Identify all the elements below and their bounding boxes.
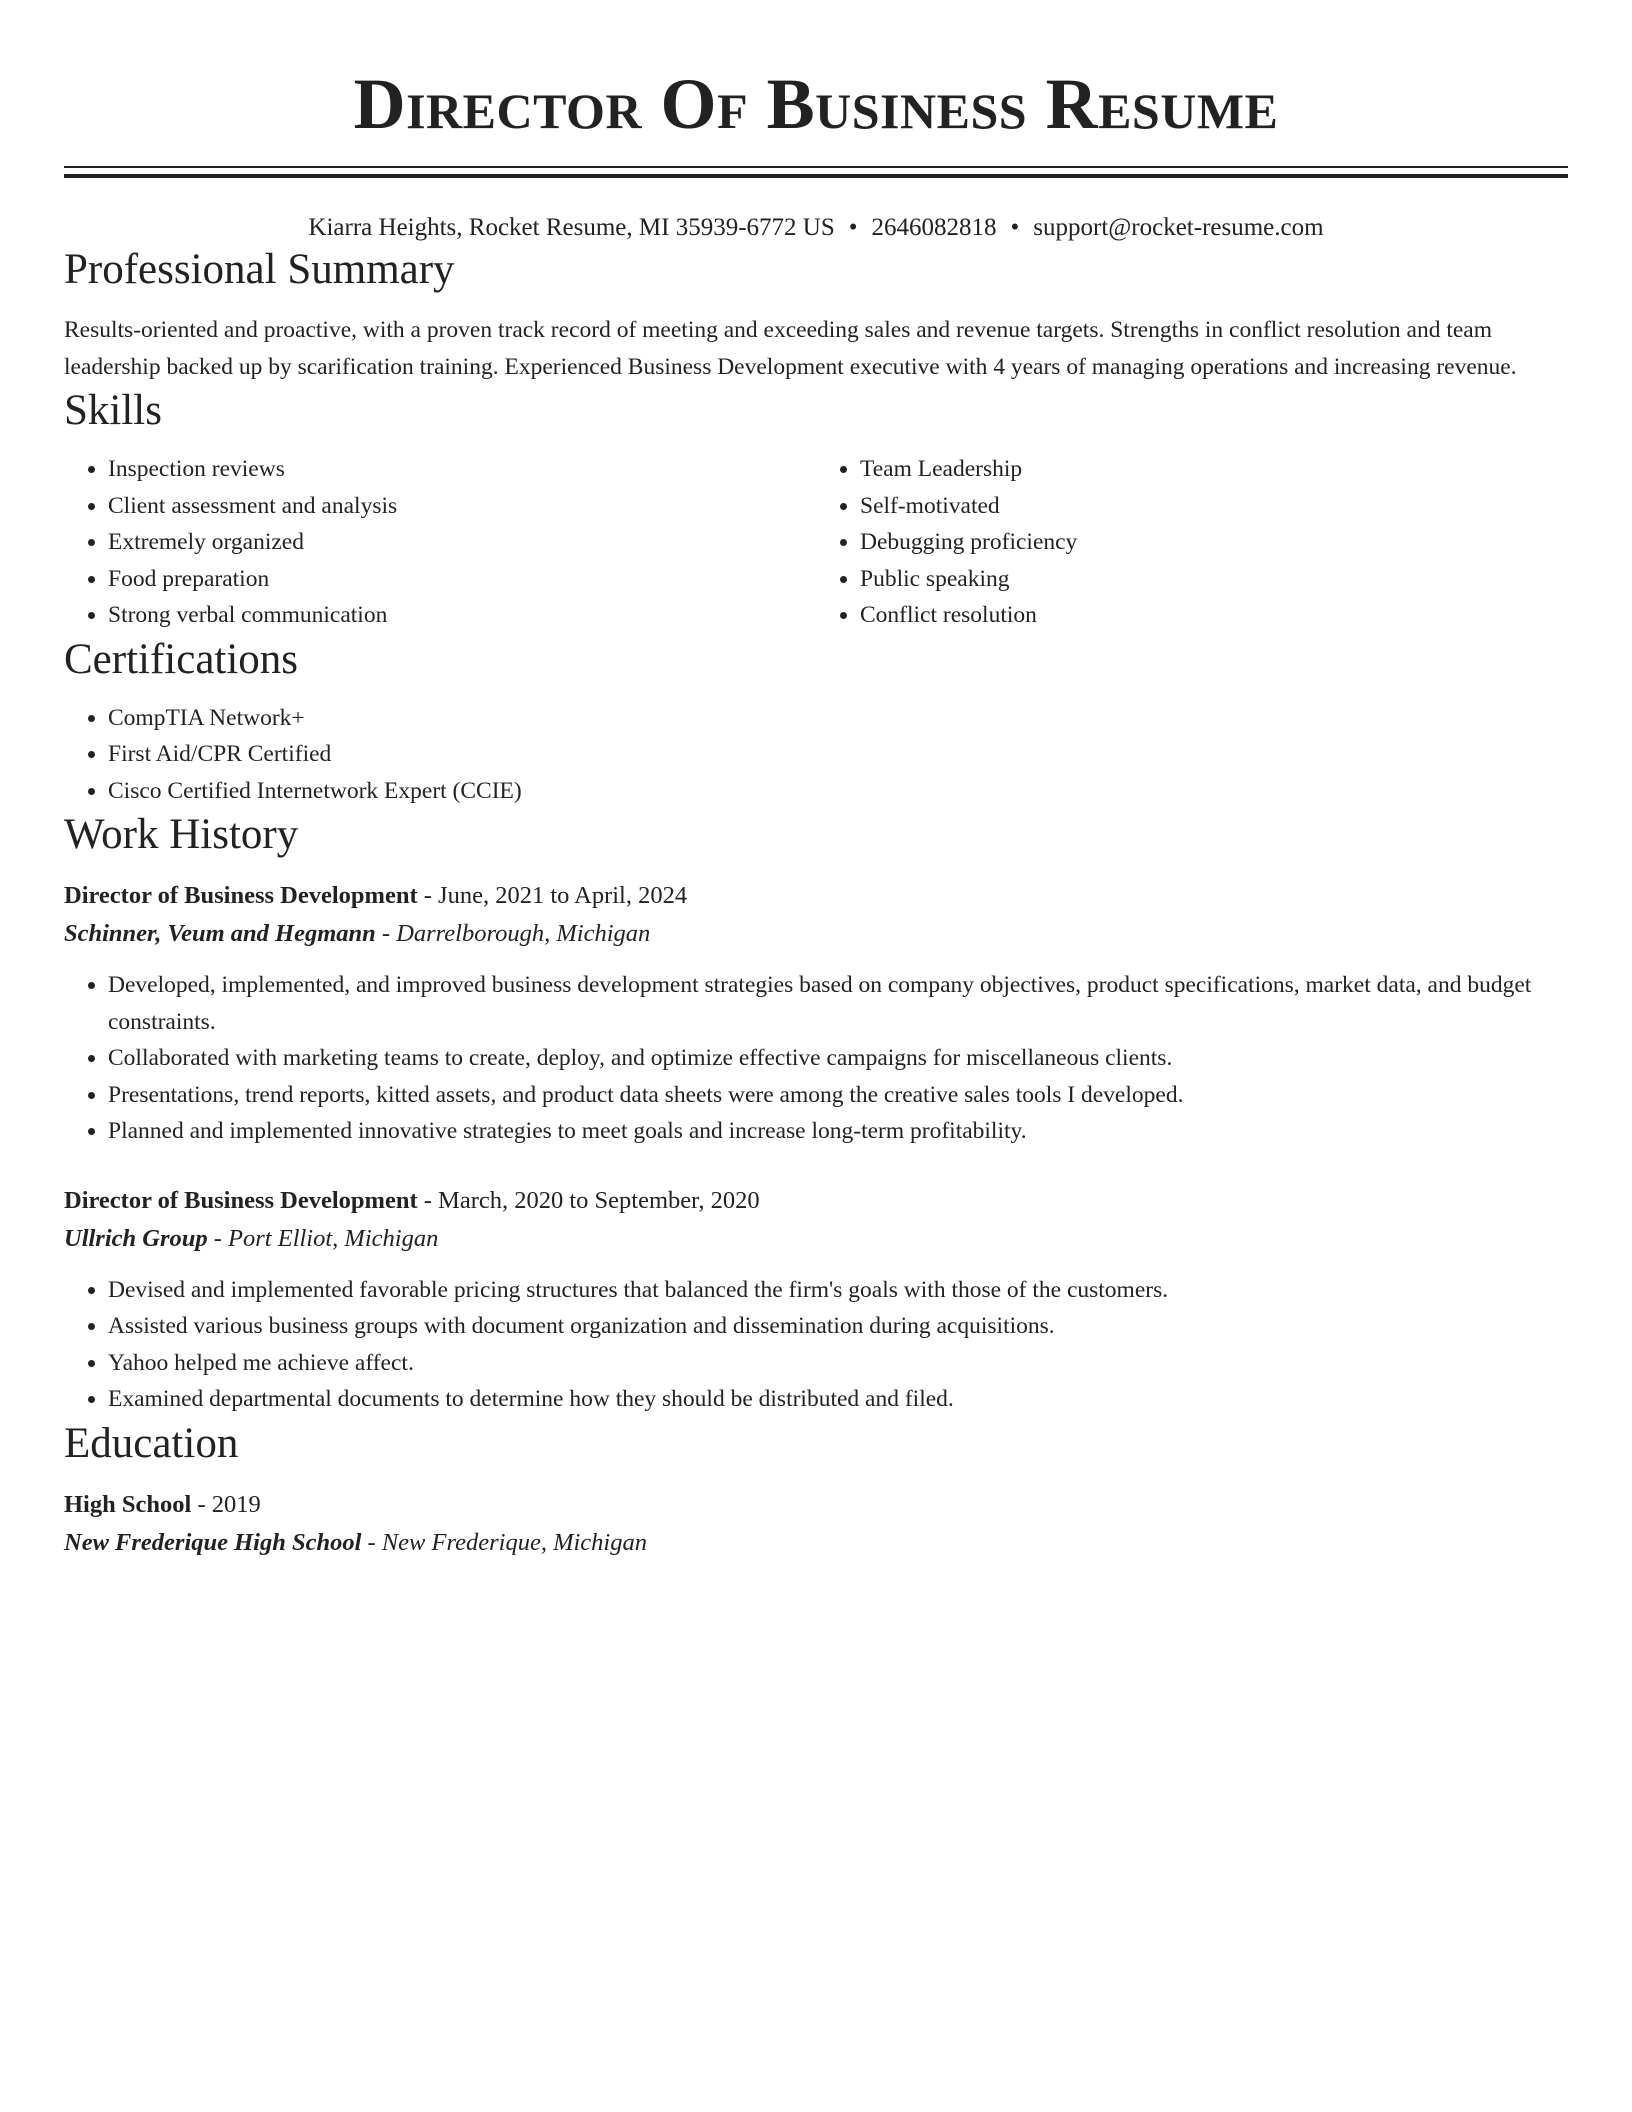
summary-text: Results-oriented and proactive, with a proven track record of meeting and exceeding sales and revenue targets. Strengths in conflict resolution and team leadership backed up by scarification training. Experienced Business Development executive with 4 years of managing operations and increasing revenue.	[64, 317, 1517, 380]
employer-line	[64, 1220, 1568, 1258]
job-role: Director of Business Development	[64, 1186, 418, 1214]
skill-item: • Conflict resolution	[860, 597, 1568, 634]
skill-item: • Self-motivated	[860, 488, 1568, 525]
skills-list	[64, 451, 1568, 634]
job-duty: • Assisted various business groups with document organization and dissemination during acquisitions.	[108, 1308, 1568, 1345]
resume-title: Director Of Business Resume	[353, 64, 1279, 144]
title-rule-thin	[64, 166, 1568, 168]
job-duty: • Yahoo helped me achieve affect.	[108, 1345, 1568, 1382]
degree-name: High School	[64, 1490, 192, 1518]
job-duty: • Collaborated with marketing teams to create, deploy, and optimize effective campaigns for miscellaneous clients.	[108, 1040, 1568, 1077]
skill-item: • Public speaking	[860, 561, 1568, 598]
contact-separator: •	[848, 214, 858, 241]
certification-item: • Cisco Certified Internetwork Expert (CCIE)	[108, 773, 1568, 810]
job-title-line	[64, 1182, 1568, 1220]
job-duty: • Developed, implemented, and improved business development strategies based on company objectives, product specifications, market data, and budget constraints.	[108, 967, 1568, 1040]
education-entry	[64, 1486, 1568, 1562]
job-dates: - June, 2021 to April, 2024	[417, 882, 688, 909]
certification-item: • First Aid/CPR Certified	[108, 736, 1568, 773]
section-heading-summary: Professional Summary	[64, 246, 455, 293]
skills-column-right	[816, 451, 1568, 634]
employer-location: - Port Elliot, Michigan	[207, 1224, 439, 1252]
job-entry	[64, 877, 1568, 1150]
skill-item: • Team Leadership	[860, 451, 1568, 488]
job-entry	[64, 1182, 1568, 1418]
contact-email: support@rocket-resume.com	[1033, 214, 1324, 241]
employer-name: Schinner, Veum and Hegmann	[64, 920, 376, 947]
certifications-list	[64, 700, 1568, 810]
job-duties-list	[64, 1272, 1568, 1418]
job-duty: • Examined departmental documents to determine how they should be distributed and filed.	[108, 1381, 1568, 1418]
skill-item: • Client assessment and analysis	[108, 488, 816, 525]
skill-item: • Strong verbal communication	[108, 597, 816, 634]
degree-line	[64, 1486, 1568, 1524]
job-duty: • Presentations, trend reports, kitted assets, and product data sheets were among the creative sales tools I developed.	[108, 1077, 1568, 1114]
title-rule-thick	[64, 174, 1568, 178]
employer-name: Ullrich Group	[64, 1224, 208, 1252]
skill-item: • Extremely organized	[108, 524, 816, 561]
contact-line	[64, 212, 1568, 244]
contact-address: Kiarra Heights, Rocket Resume, MI 35939-6772 US	[308, 214, 835, 241]
section-heading-certifications: Certifications	[64, 635, 299, 683]
job-role: Director of Business Development	[64, 882, 418, 909]
employer-location: - Darrelborough, Michigan	[375, 920, 651, 947]
section-heading-work-history: Work History	[64, 811, 299, 858]
school-location: - New Frederique, Michigan	[361, 1528, 647, 1556]
school-name: New Frederique High School	[64, 1528, 362, 1556]
job-title-line	[64, 877, 1568, 915]
school-line	[64, 1524, 1568, 1562]
graduation-year: - 2019	[191, 1490, 261, 1518]
section-heading-skills: Skills	[64, 387, 162, 434]
job-dates: - March, 2020 to September, 2020	[417, 1186, 760, 1214]
job-duty: • Devised and implemented favorable pricing structures that balanced the firm's goals with those of the customers.	[108, 1272, 1568, 1309]
skills-column-left	[64, 451, 816, 634]
contact-phone: 2646082818	[871, 214, 997, 241]
skill-item: • Inspection reviews	[108, 451, 816, 488]
contact-separator: •	[1010, 214, 1020, 241]
skill-item: • Food preparation	[108, 561, 816, 598]
employer-line	[64, 915, 1568, 953]
certification-item: • CompTIA Network+	[108, 700, 1568, 737]
skill-item: • Debugging proficiency	[860, 524, 1568, 561]
job-duties-list	[64, 967, 1568, 1150]
section-heading-education: Education	[64, 1419, 239, 1467]
job-duty: • Planned and implemented innovative strategies to meet goals and increase long-term profitability.	[108, 1113, 1568, 1150]
